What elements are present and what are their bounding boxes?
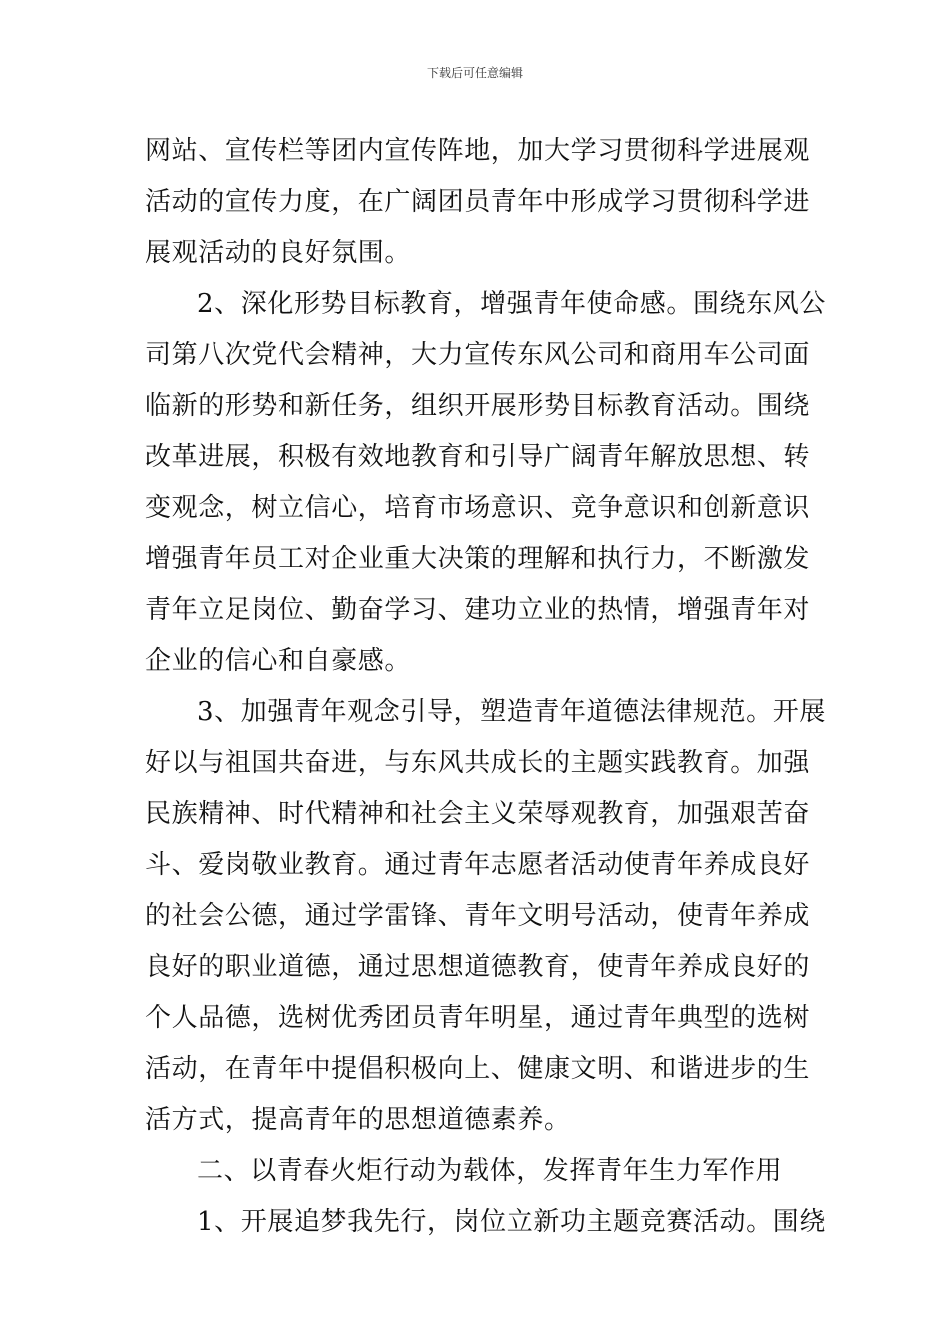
text-line: 展观活动的良好氛围。 (145, 238, 412, 268)
text-line: 青年立足岗位、勤奋学习、建功立业的热情，增强青年对 (145, 595, 811, 625)
text-line: 好以与祖国共奋进，与东风共成长的主题实践教育。加强 (145, 748, 811, 778)
text-line: 临新的形势和新任务，组织开展形势目标教育活动。围绕 (145, 391, 811, 421)
section-heading: 二、以青春火炬行动为载体，发挥青年生力军作用 (197, 1156, 783, 1186)
paragraph-start-line: 2、深化形势目标教育，增强青年使命感。围绕东风公 (197, 289, 826, 319)
paragraph-start-line: 3、加强青年观念引导，塑造青年道德法律规范。开展 (197, 697, 826, 727)
text-line: 良好的职业道德，通过思想道德教育，使青年养成良好的 (145, 952, 811, 982)
text-line: 变观念，树立信心，培育市场意识、竞争意识和创新意识 (145, 493, 811, 523)
page-header: 下载后可任意编辑 (426, 66, 523, 80)
document-body (145, 126, 826, 1248)
text-line: 的社会公德，通过学雷锋、青年文明号活动，使青年养成 (145, 901, 811, 931)
text-line: 司第八次党代会精神，大力宣传东风公司和商用车公司面 (145, 340, 811, 370)
text-line: 活方式，提高青年的思想道德素养。 (145, 1105, 571, 1135)
text-line: 个人品德，选树优秀团员青年明星，通过青年典型的选树 (145, 1003, 811, 1033)
paragraph-start-line: 1、开展追梦我先行，岗位立新功主题竞赛活动。围绕 (197, 1207, 826, 1237)
text-line: 增强青年员工对企业重大决策的理解和执行力，不断激发 (145, 544, 811, 574)
text-line: 改革进展，积极有效地教育和引导广阔青年解放思想、转 (145, 442, 811, 472)
text-line: 民族精神、时代精神和社会主义荣辱观教育，加强艰苦奋 (145, 799, 811, 829)
text-line: 企业的信心和自豪感。 (145, 646, 412, 676)
text-line: 活动，在青年中提倡积极向上、健康文明、和谐进步的生 (145, 1054, 811, 1084)
text-line: 网站、宣传栏等团内宣传阵地，加大学习贯彻科学进展观 (145, 136, 811, 166)
text-line: 斗、爱岗敬业教育。通过青年志愿者活动使青年养成良好 (145, 850, 811, 880)
text-line: 活动的宣传力度，在广阔团员青年中形成学习贯彻科学进 (145, 187, 811, 217)
